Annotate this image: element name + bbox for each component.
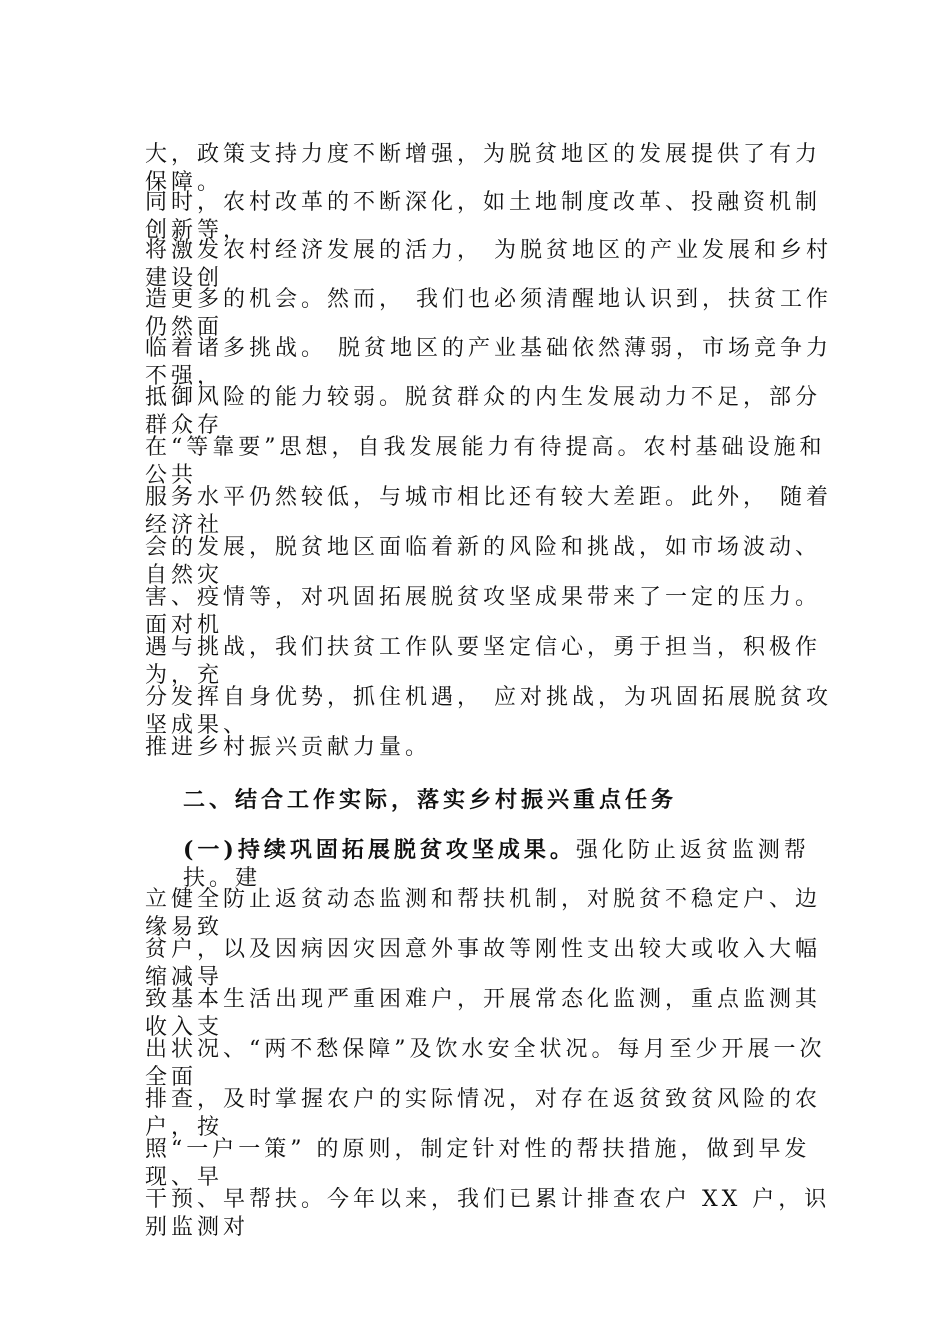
body-line: 出状况、“两不愁保障”及饮水安全状况。每月至少开展一次全面 (145, 1037, 826, 1090)
body-line: 照“一户一策” 的原则，制定针对性的帮扶措施，做到早发现、早 (145, 1137, 811, 1190)
body-line: 造更多的机会。然而， 我们也必须清醒地认识到，扶贫工作仍然面 (145, 287, 832, 340)
body-line: 干预、早帮扶。今年以来，我们已累计排查农户 XX 户，识别监测对 (145, 1187, 831, 1240)
body-line: 服务水平仍然较低，与城市相比还有较大差距。此外， 随着经济社 (145, 485, 832, 538)
body-line: 会的发展，脱贫地区面临着新的风险和挑战，如市场波动、自然灾 (145, 535, 822, 588)
body-line: 在“等靠要”思想，自我发展能力有待提高。农村基础设施和公共 (145, 435, 826, 488)
subsection-first-line (183, 836, 835, 893)
body-line: 立健全防止返贫动态监测和帮扶机制，对脱贫不稳定户、边缘易致 (145, 887, 822, 940)
body-line: 分发挥自身优势，抓住机遇， 应对挑战，为巩固拓展脱贫攻坚成果、 (145, 685, 832, 738)
body-line: 临着诸多挑战。 脱贫地区的产业基础依然薄弱，市场竞争力不强， (145, 336, 832, 389)
body-line: 排查，及时掌握农户的实际情况，对存在返贫致贫风险的农户，按 (145, 1087, 822, 1140)
body-line: 遇与挑战，我们扶贫工作队要坚定信心，勇于担当，积极作为，充 (145, 635, 822, 688)
subsection-title: (一)持续巩固拓展脱贫攻坚成果。 (183, 837, 576, 863)
body-line: 抵御风险的能力较弱。脱贫群众的内生发展动力不足，部分群众存 (145, 385, 822, 438)
body-line: 同时，农村改革的不断深化，如土地制度改革、投融资机制创新等， (145, 190, 822, 243)
body-line: 害、疫情等，对巩固拓展脱贫攻坚成果带来了一定的压力。面对机 (145, 585, 822, 638)
body-line: 将激发农村经济发展的活力， 为脱贫地区的产业发展和乡村建设创 (145, 238, 832, 291)
body-line: 推进乡村振兴贡献力量。 (145, 735, 432, 760)
body-text: 强化防止返贫监测帮扶。建 (183, 838, 810, 891)
body-line: 致基本生活出现严重困难户，开展常态化监测，重点监测其收入支 (145, 987, 822, 1040)
body-line: 大，政策支持力度不断增强，为脱贫地区的发展提供了有力保障。 (145, 142, 822, 195)
section-heading: 二、结合工作实际，落实乡村振兴重点任务 (183, 787, 678, 813)
body-line: 贫户，以及因病因灾因意外事故等刚性支出较大或收入大幅缩减导 (145, 937, 822, 990)
